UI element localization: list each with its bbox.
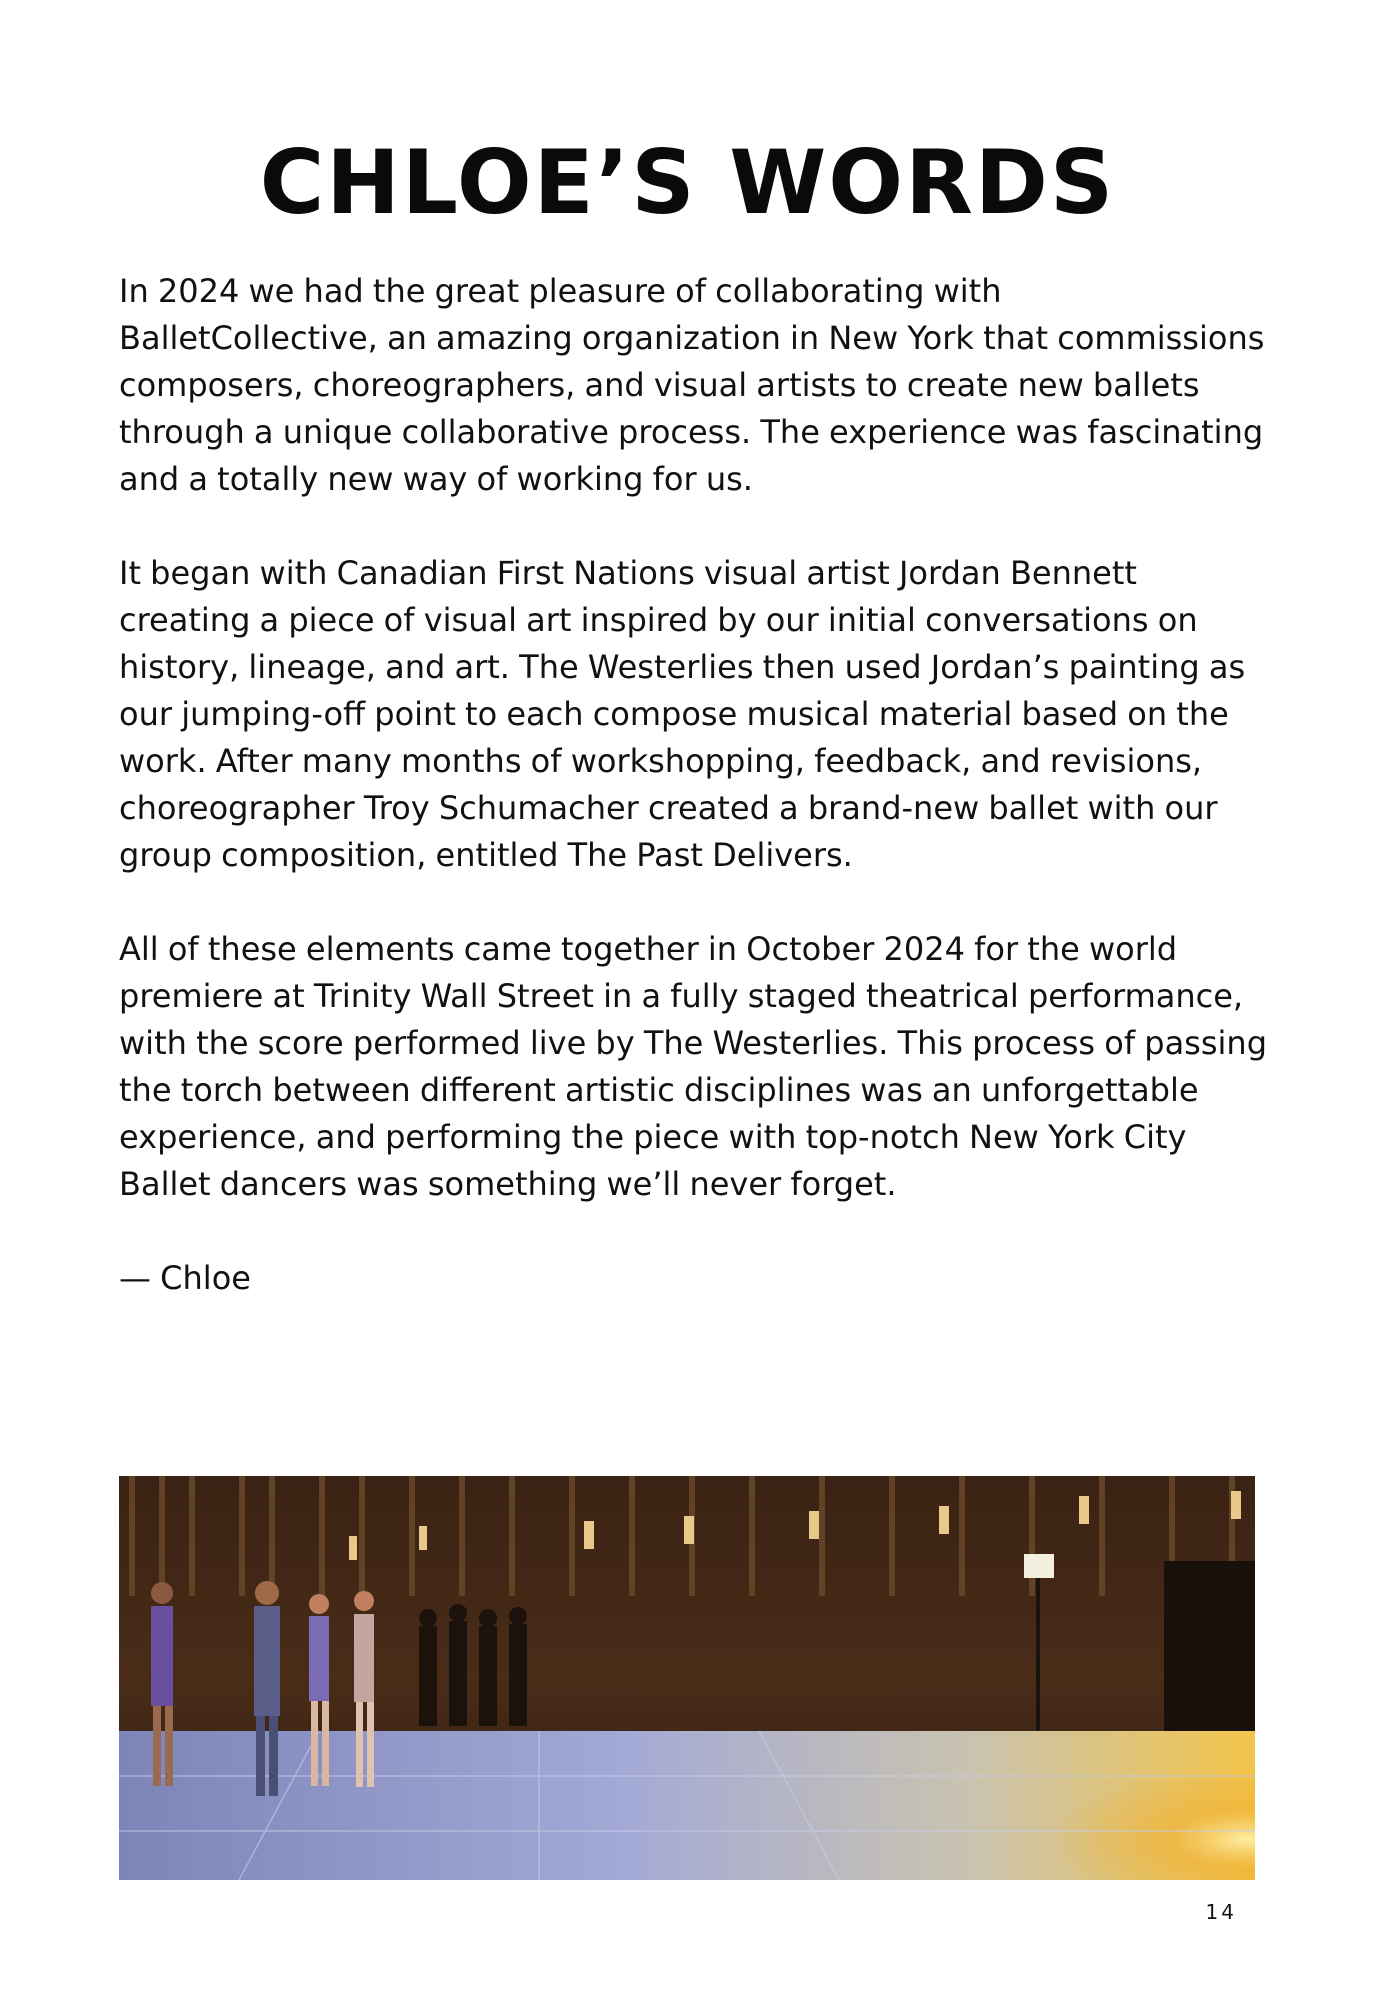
paragraph-3: All of these elements came together in October 2024 for the world premiere at Trinity Wall Street in a fully staged theatrical performance, with the score performed live by The Westerlies. This process of passing the torch between different artistic disciplines was an unforgettable experience, and performing the piece with top-notch New York City Ballet dancers was something we’ll never forget.	[119, 930, 1267, 1203]
photo-illustration	[119, 1476, 1255, 1880]
page-title: CHLOE’S WORDS	[259, 131, 1116, 234]
paragraph-1: In 2024 we had the great pleasure of collaborating with BalletCollective, an amazing organization in New York that commissions composers, choreographers, and visual artists to create new ballets through a unique collaborative process. The experience was fascinating and a totally new way of working for us.	[119, 272, 1265, 498]
dancers-on-stage-photo	[119, 1476, 1255, 1880]
paragraph-2: It began with Canadian First Nations visual artist Jordan Bennett creating a piece of visual art inspired by our initial conversations on history, lineage, and art. The Westerlies then used Jordan’s painting as our jumping-off point to each compose musical material based on the work. After many months of workshopping, feedback, and revisions, choreographer Troy Schumacher created a brand-new ballet with our group composition, entitled The Past Delivers.	[119, 554, 1246, 874]
page-number: 14	[1205, 1900, 1237, 1924]
signature: — Chloe	[119, 1259, 251, 1297]
article-body	[119, 268, 1269, 1349]
